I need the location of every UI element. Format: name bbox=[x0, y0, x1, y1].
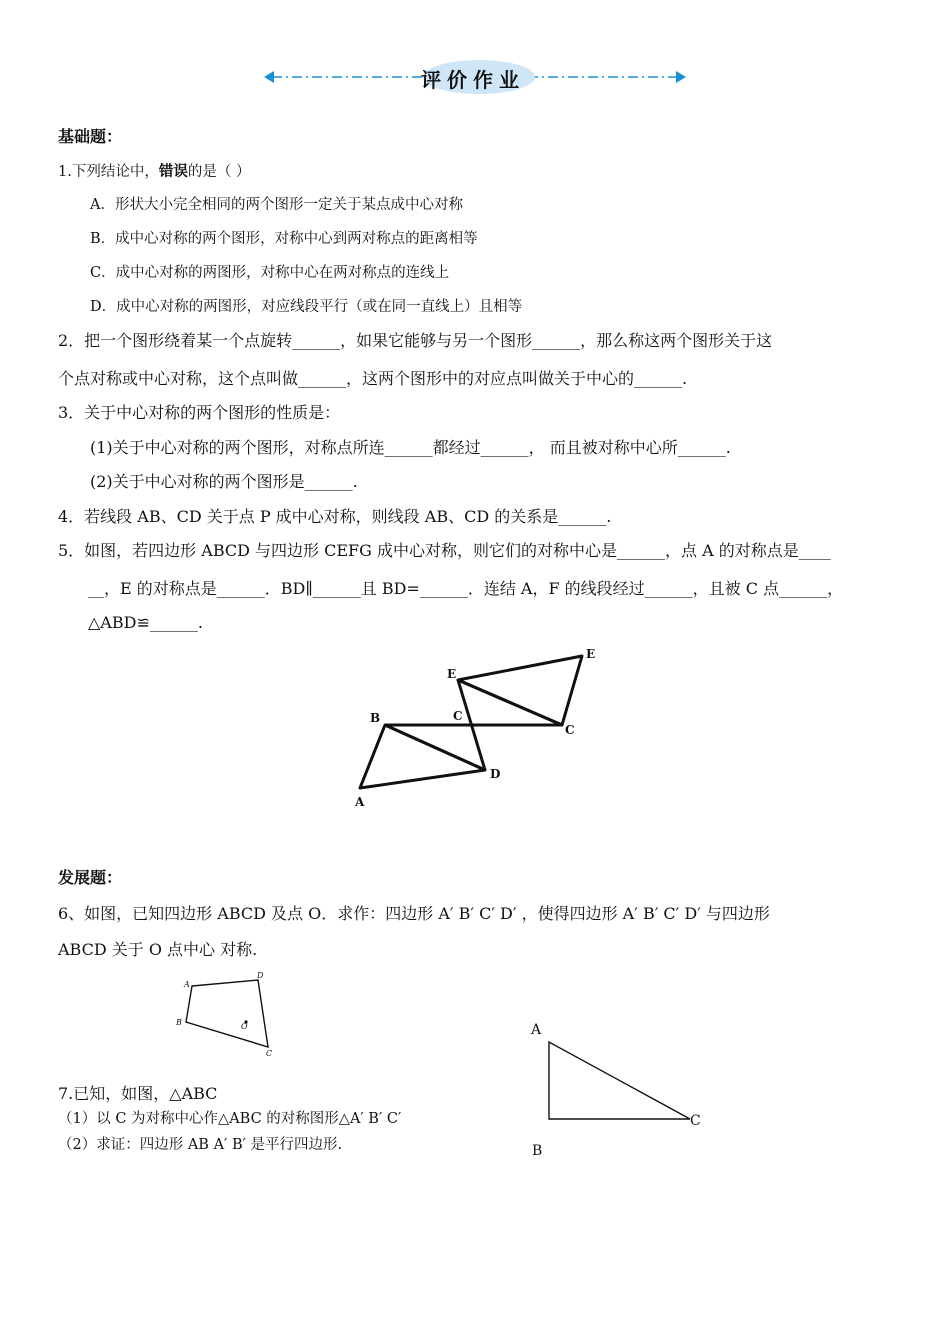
label-o: O bbox=[241, 1022, 248, 1031]
section-advanced-heading: 发展题： bbox=[58, 868, 123, 887]
triangle-abc bbox=[549, 1042, 690, 1119]
q5-line1: 5．如图，若四边形 ABCD 与四边形 CEFG 成中心对称，则它们的对称中心是______，点 A 的对称点是____ bbox=[58, 541, 831, 560]
label-b: B bbox=[370, 711, 381, 725]
q1-option-d: D．成中心对称的两图形，对应线段平行（或在同一直线上）且相等 bbox=[90, 299, 523, 315]
right-arrow-icon bbox=[676, 71, 686, 83]
q6-figure bbox=[170, 968, 282, 1060]
triangle-ecf bbox=[458, 656, 582, 725]
page-title: 评价作业 bbox=[421, 68, 525, 92]
q3-part2: (2)关于中心对称的两个图形是______. bbox=[90, 472, 358, 491]
label-a: A bbox=[531, 1022, 542, 1038]
label-c: C bbox=[565, 723, 575, 737]
label-c-mid: C bbox=[453, 709, 463, 723]
label-b: B bbox=[176, 1018, 182, 1027]
q3-part1: (1)关于中心对称的两个图形，对称点所连______都经过______， 而且被对称中心所______. bbox=[90, 438, 731, 457]
segment-bd bbox=[385, 725, 485, 770]
triangle-abd bbox=[360, 725, 485, 788]
label-a: A bbox=[355, 795, 365, 809]
quadrilateral-abcd bbox=[186, 980, 268, 1047]
q1-option-a: A．形状大小完全相同的两个图形一定关于某点成中心对称 bbox=[90, 197, 463, 213]
q1-option-c: C．成中心对称的两图形，对称中心在两对称点的连线上 bbox=[90, 265, 450, 281]
q1-stem: 1.下列结论中，错误的是（ ） bbox=[58, 163, 251, 180]
q7-part1: （1）以 C 为对称中心作△ABC 的对称图形△A′ B′ C′ bbox=[58, 1111, 402, 1127]
q3-stem: 3．关于中心对称的两个图形的性质是： bbox=[58, 403, 341, 422]
q5-line2: __，E 的对称点是______．BD∥______且 BD=______．连结 A，F 的线段经过______，且被 C 点______， bbox=[88, 579, 844, 598]
section-basic-heading: 基础题： bbox=[58, 127, 123, 146]
label-d: D bbox=[257, 971, 264, 980]
q4-text: 4．若线段 AB、CD 关于点 P 成中心对称，则线段 AB、CD 的关系是______. bbox=[58, 507, 612, 526]
label-c: C bbox=[690, 1113, 701, 1129]
left-arrow-icon bbox=[264, 71, 274, 83]
label-a: A bbox=[184, 980, 190, 989]
q7-part2: （2）求证：四边形 AB A′ B′ 是平行四边形. bbox=[58, 1137, 343, 1153]
label-d: D bbox=[490, 767, 501, 781]
q7-figure bbox=[520, 1015, 720, 1165]
q6-line2: ABCD 关于 O 点中心 对称. bbox=[58, 940, 258, 959]
q5-line3: △ABD≌______. bbox=[88, 613, 203, 632]
q1-option-b: B．成中心对称的两个图形，对称中心到两对称点的距离相等 bbox=[90, 231, 478, 247]
q7-stem: 7.已知，如图，△ABC bbox=[58, 1084, 218, 1103]
label-c: C bbox=[266, 1049, 273, 1058]
label-f: E bbox=[586, 647, 596, 661]
q2-line1: 2．把一个图形绕着某一个点旋转______，如果它能够与另一个图形______，那么称这两个图形关于这 bbox=[58, 331, 773, 350]
q2-line2: 个点对称或中心对称，这个点叫做______，这两个图形中的对应点叫做关于中心的______. bbox=[58, 369, 688, 388]
q6-line1: 6、如图，已知四边形 ABCD 及点 O．求作：四边形 A′ B′ C′ D′ ，使得四边形 A′ B′ C′ D′ 与四边形 bbox=[58, 904, 770, 923]
label-b: B bbox=[532, 1143, 543, 1159]
label-e: E bbox=[447, 667, 457, 681]
q5-figure bbox=[340, 640, 620, 820]
segment-ec bbox=[458, 680, 562, 725]
